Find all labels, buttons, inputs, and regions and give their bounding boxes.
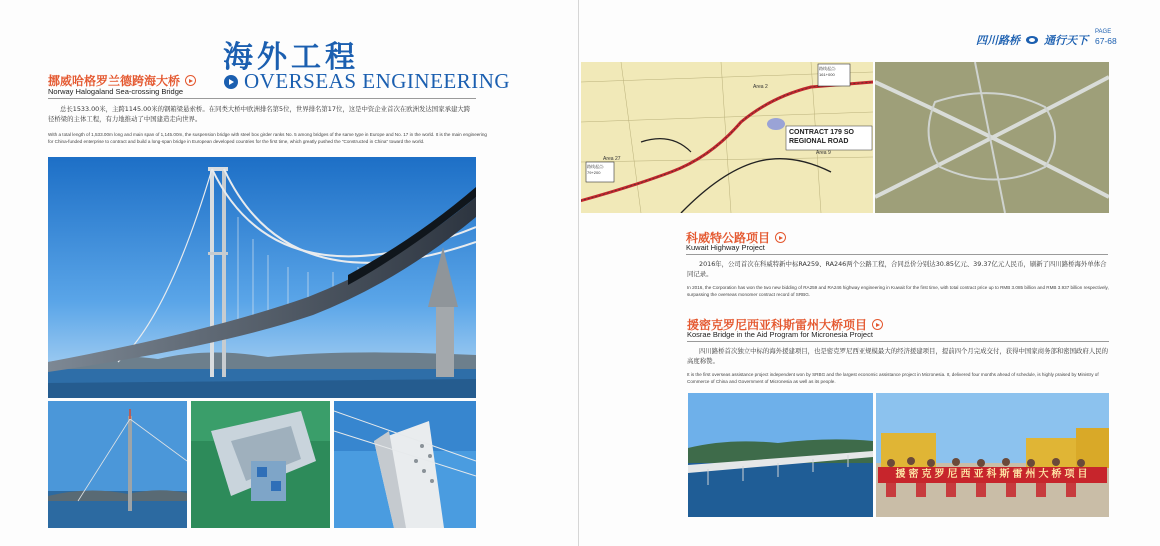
photo-kuwait-interchange: [875, 62, 1109, 213]
map-marker-top: 路线起点: 161+000: [819, 66, 837, 77]
page-title-en: OVERSEAS ENGINEERING: [244, 69, 511, 93]
photo-kosrae-ceremony: [876, 393, 1109, 517]
brand-logo: [976, 32, 1088, 48]
page-title-zh: 海外工程: [223, 40, 359, 75]
arrow-circle-icon: [185, 75, 196, 86]
section-body-en: With a total length of 1,533.00m long and main span of 1,145.00m, the suspension bridge with steel box girder ranks No. 5 among bridges of the same type in Europe and No. 17 in the world. It is the main engineering for China-funded enterprise to contract and build a long-span bridge in European developed countries for the first time, which greatly pushed the "Constructed in China" toward the world.: [48, 132, 487, 144]
brand-text-left: 四川路桥: [976, 34, 1020, 47]
section-body-zh: 总长1533.00米，主跨1145.00米的钢箱梁悬索桥。在同类大桥中欧洲排名第5位，世界排名第17位，这是中资企业首次在欧洲发达国家承建大跨径桥梁的主体工程，有力地推动了中国建造走向世界。: [48, 105, 471, 123]
kosrae-divider: [687, 341, 1109, 342]
brand-text-right: 通行天下: [1044, 34, 1088, 47]
page-number: [1095, 28, 1117, 46]
kosrae-body-zh: 四川路桥首次独立中标的海外援建项目，也是密克罗尼西亚规模最大的经济援建项目，提前四个月完成交付，获得中国家商务部和密国政府人民的高度称赞。: [687, 347, 1108, 365]
photo-kosrae-bridge: [688, 393, 873, 517]
kuwait-body-zh: 2016年，公司首次在科威特新中标RA259、RA246两个公路工程，合同总价分别达30.85亿元、39.37亿元人民币，刷新了四川路桥海外单体合同记录。: [687, 260, 1107, 278]
kuwait-title-zh: 科威特公路项目: [686, 231, 771, 245]
play-circle-icon: [224, 75, 238, 89]
kuwait-divider: [686, 254, 1108, 255]
map-contract-line1: CONTRACT 179 SO: [789, 129, 854, 136]
page-title-en-row: [224, 69, 510, 94]
kosrae-title-en: Kosrae Bridge in the Aid Program for Micronesia Project: [687, 330, 873, 339]
arrow-circle-icon: [872, 319, 883, 330]
map-marker-bottom: 路线起点: 79+200: [587, 164, 605, 175]
section-title-en: Norway Halogaland Sea-crossing Bridge: [48, 87, 184, 96]
section-title-zh: 挪威哈格罗兰德跨海大桥: [48, 74, 181, 88]
right-page: [579, 0, 1160, 546]
photo-halogaland-bridge: [48, 157, 476, 398]
photo-steel-structure: [191, 401, 330, 528]
kuwait-body-en: In 2016, the Corporation has won the two new bidding of RA259 and RA246 highway engineering in Kuwait for the first time, with total contract price up to RMB 3.085 billion and RMB 3.937 billion respectively, surpassing the overseas monomer contract record of SRBG.: [687, 285, 1109, 297]
company-logo-icon: [1026, 36, 1038, 44]
map-area-label-a: Area 2: [753, 84, 768, 90]
photo-cable-anchor: [334, 401, 476, 528]
page-numbers: 67-68: [1095, 36, 1117, 46]
section-divider: [48, 98, 476, 99]
kosrae-body-en: It is the first overseas assistance project independent won by SRBG and the largest economic assistance project in Micronesia. It, delivered four months ahead of schedule, is highly praised by Ministry of Commerce of China and Government of Micronesia as well as its people.: [687, 372, 1099, 384]
page-label: PAGE: [1095, 29, 1112, 35]
kosrae-title-zh: 援密克罗尼西亚科斯雷州大桥项目: [687, 318, 868, 332]
photo-tower-crane: [48, 401, 187, 528]
ceremony-banner-text: 援密克罗尼西亚科斯雷州大桥项目: [895, 469, 1091, 480]
kuwait-title-en: Kuwait Highway Project: [686, 243, 765, 252]
map-area-label-b: Area 9: [816, 150, 831, 156]
photo-kuwait-map: [581, 62, 873, 213]
arrow-circle-icon: [775, 232, 786, 243]
left-page: [0, 0, 579, 546]
map-area-label-c: Area 27: [603, 156, 621, 162]
map-contract-line2: REGIONAL ROAD: [789, 138, 849, 145]
map-contract-label: [789, 128, 854, 146]
